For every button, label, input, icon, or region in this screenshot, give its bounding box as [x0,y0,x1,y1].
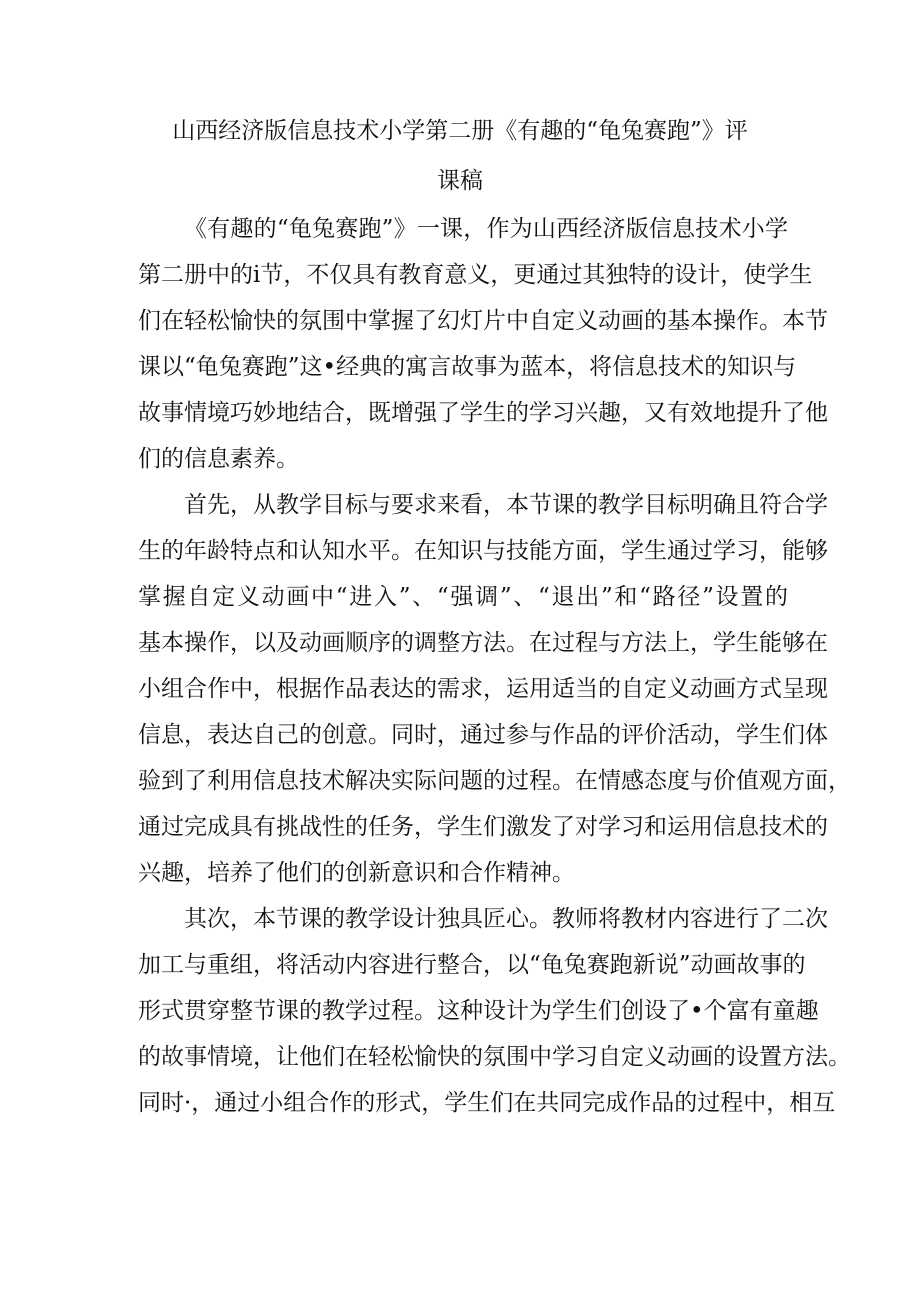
paragraph-line: 信息，表达自己的创意。同时，通过参与作品的评价活动，学生们体 [138,722,828,748]
paragraph-line: 其次，本节课的教学设计独具匠心。教师将教材内容进行了二次 [184,906,828,932]
paragraph-line: 验到了利用信息技术解决实际问题的过程。在情感态度与价值观方面， [138,768,851,794]
paragraph-1 [138,206,828,482]
paragraph-line: 生的年龄特点和认知水平。在知识与技能方面，学生通过学习，能够 [138,538,828,564]
paragraph-line: 首先，从教学目标与要求来看，本节课的教学目标明确且符合学 [184,492,828,518]
paragraph-line: 加工与重组，将活动内容进行整合，以“龟兔赛跑新说”动画故事的 [138,952,806,978]
paragraph-line: 掌握自定义动画中“进入”、“强调”、“退出”和“路径”设置的 [138,584,788,610]
paragraph-line: 第二册中的i节，不仅具有教育意义，更通过其独特的设计，使学生 [138,262,813,288]
paragraph-line: 同时·，通过小组合作的形式，学生们在共同完成作品的过程中，相互 [138,1090,836,1116]
paragraph-line: 们在轻松愉快的氛围中掌握了幻灯片中自定义动画的基本操作。本节 [138,308,828,334]
paragraph-line: 形式贯穿整节课的教学过程。这种设计为学生们创设了•个富有童趣 [138,998,819,1024]
paragraph-2 [138,482,851,896]
paragraph-line: 通过完成具有挑战性的任务，学生们激发了对学习和运用信息技术的 [138,814,828,840]
paragraph-line: 们的信息素养。 [138,446,299,472]
paragraph-line: 基本操作，以及动画顺序的调整方法。在过程与方法上，学生能够在 [138,630,828,656]
document-title-line-1: 山西经济版信息技术小学第二册《有趣的“龟兔赛跑”》评 [172,118,748,144]
paragraph-line: 课以“龟兔赛跑”这•经典的寓言故事为蓝本，将信息技术的知识与 [138,354,797,380]
paragraph-line: 小组合作中，根据作品表达的需求，运用适当的自定义动画方式呈现 [138,676,828,702]
paragraph-line: 兴趣，培养了他们的创新意识和合作精神。 [138,860,575,886]
paragraph-line: 的故事情境，让他们在轻松愉快的氛围中学习自定义动画的设置方法。 [138,1044,851,1070]
paragraph-line: 故事情境巧妙地结合，既增强了学生的学习兴趣，又有效地提升了他 [138,400,828,426]
paragraph-3 [138,896,851,1126]
document-title-line-2: 课稿 [437,168,483,194]
paragraph-line: 《有趣的“龟兔赛跑”》一课，作为山西经济版信息技术小学 [184,216,788,242]
document-body [138,206,851,1126]
